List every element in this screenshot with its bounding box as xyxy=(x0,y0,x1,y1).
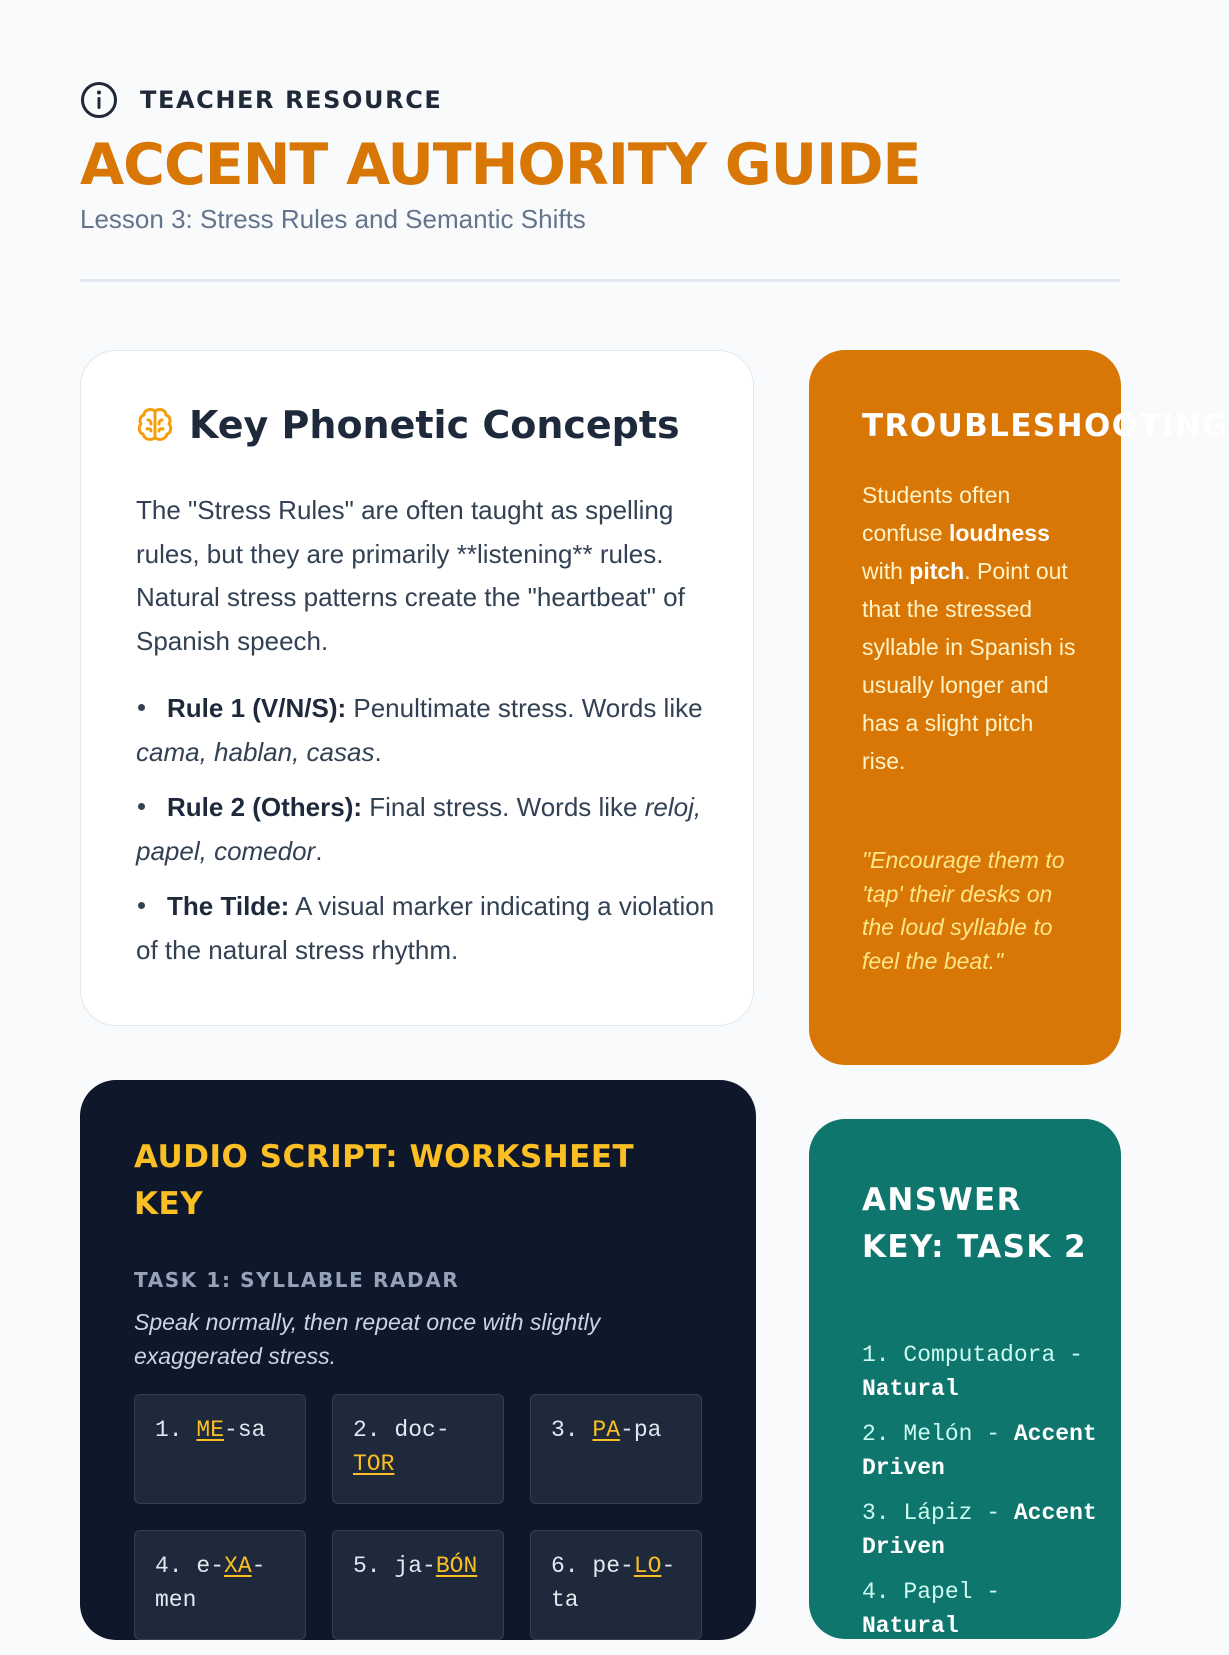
answer-key-card xyxy=(809,1119,1121,1639)
answer-key-heading: ANSWER KEY: TASK 2 xyxy=(862,1182,1087,1265)
word-tile: 6. pe-LO-ta xyxy=(530,1530,702,1640)
stressed-syllable: XA xyxy=(224,1553,252,1579)
troubleshooting-quote: "Encourage them to 'tap' their desks on the loud syllable to feel the beat." xyxy=(862,847,1065,974)
rule-end: . xyxy=(374,736,382,767)
rules-list xyxy=(136,687,716,984)
page-title: ACCENT AUTHORITY GUIDE xyxy=(80,132,921,198)
brain-icon xyxy=(135,405,175,445)
rule-text: Final stress. Words like xyxy=(369,792,638,822)
page-subtitle: Lesson 3: Stress Rules and Semantic Shifts xyxy=(80,204,586,234)
eyebrow xyxy=(80,82,442,118)
rule-label: Rule 1 (V/N/S): xyxy=(167,693,347,723)
rule-end: . xyxy=(315,835,323,866)
stressed-syllable: PA xyxy=(592,1417,621,1443)
list-item: 4. Papel - Natural xyxy=(862,1579,1001,1639)
list-item xyxy=(136,687,716,774)
eyebrow-label: TEACHER RESOURCE xyxy=(140,86,443,114)
bullet-icon xyxy=(138,803,145,810)
stressed-syllable: LO xyxy=(633,1553,662,1579)
word-tile: 2. doc-TOR xyxy=(332,1394,504,1504)
info-circle-icon xyxy=(80,81,118,119)
troubleshooting-heading: TROUBLESHOOTING xyxy=(862,408,1229,444)
rule-examples: reloj, papel, comedor xyxy=(136,792,702,866)
list-item xyxy=(136,885,716,972)
word-tile: 4. e-XA-men xyxy=(134,1530,306,1640)
stressed-syllable: BÓN xyxy=(435,1553,478,1579)
list-item: 3. Lápiz - Accent Driven xyxy=(862,1500,1097,1560)
word-tile: 1. ME-sa xyxy=(134,1394,306,1504)
audio-script-heading: AUDIO SCRIPT: WORKSHEET KEY xyxy=(134,1139,635,1222)
concepts-header xyxy=(135,403,680,447)
audio-script-card xyxy=(80,1080,756,1640)
answer-list xyxy=(862,1339,1102,1655)
list-item xyxy=(136,786,716,873)
bullet-icon xyxy=(138,704,145,711)
task-label: TASK 1: SYLLABLE RADAR xyxy=(134,1268,460,1292)
word-tile: 3. PA-pa xyxy=(530,1394,702,1504)
header-divider xyxy=(80,279,1120,282)
rule-text: Penultimate stress. Words like xyxy=(353,693,703,723)
rule-label: The Tilde: xyxy=(167,891,290,921)
list-item: 2. Melón - Accent Driven xyxy=(862,1421,1097,1481)
stressed-syllable: ME xyxy=(196,1417,225,1443)
concepts-heading: Key Phonetic Concepts xyxy=(189,403,680,447)
rule-text: A visual marker indicating a violation of the natural stress rhythm. xyxy=(136,891,715,965)
troubleshooting-tip: Students often confuse loudness with pitch. Point out that the stressed syllable in Spanish is usually longer and has a slight pitch rise. xyxy=(862,482,1076,774)
rule-examples: cama, hablan, casas xyxy=(136,736,375,767)
concepts-card xyxy=(80,350,754,1026)
task-instruction: Speak normally, then repeat once with slightly exaggerated stress. xyxy=(134,1309,601,1369)
word-tile: 5. ja-BÓN xyxy=(332,1530,504,1640)
rule-label: Rule 2 (Others): xyxy=(167,792,363,822)
stressed-syllable: TOR xyxy=(353,1451,395,1477)
troubleshooting-card xyxy=(809,350,1229,1065)
concepts-intro: The "Stress Rules" are often taught as spelling rules, but they are primarily **listening** rules. Natural stress patterns create the "heartbeat" of Spanish speech. xyxy=(136,495,685,656)
bullet-icon xyxy=(138,902,145,909)
list-item: 1. Computadora - Natural xyxy=(862,1342,1083,1402)
